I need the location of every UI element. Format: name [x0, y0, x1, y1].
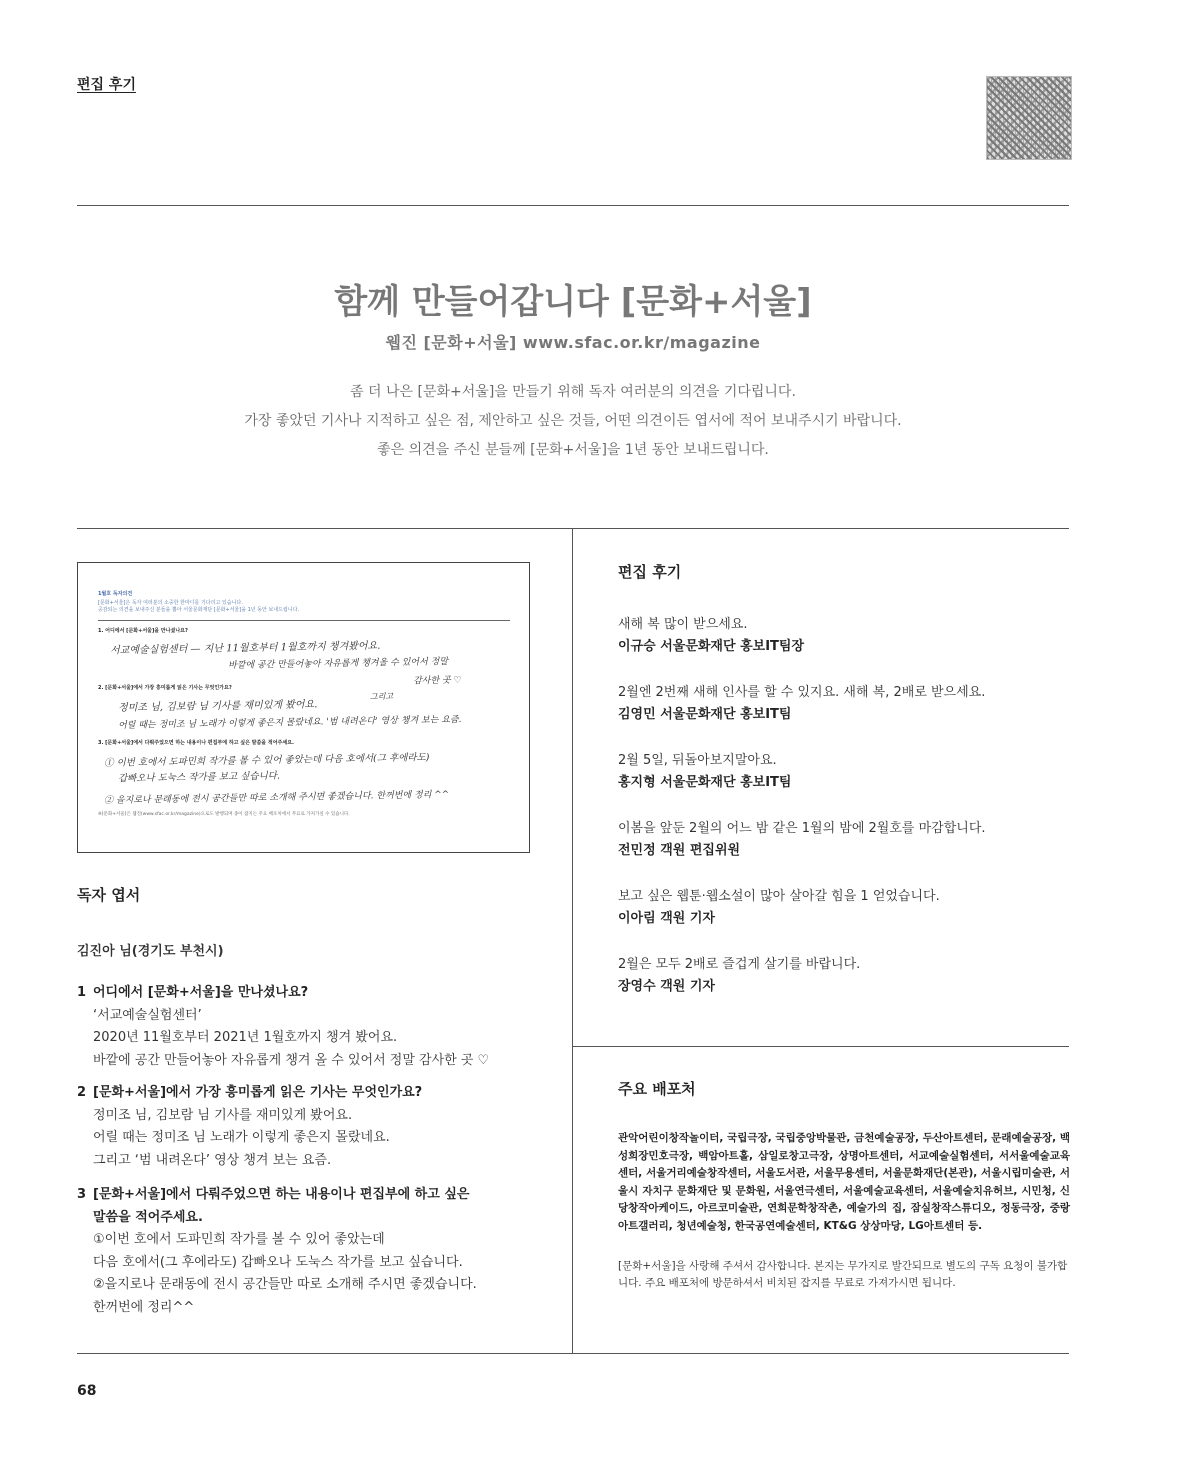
postcard-handwriting: 정미조 님, 김보람 님 기사를 재미있게 봤어요. [117, 699, 318, 714]
editor-message: 새해 복 많이 받으세요. [618, 617, 748, 632]
editor-message: 보고 싶은 웹툰·웹소설이 많아 살아갈 힘을 1 얻었습니다. [618, 889, 940, 904]
postcard-handwriting: ① 이번 호에서 도파민희 작가를 볼 수 있어 좋았는데 다음 호에서(그 후에라도) [103, 752, 430, 769]
answer-line: ①이번 호에서 도파민희 작가를 볼 수 있어 좋았는데 [93, 1232, 385, 1247]
answer-line: ‘서교예술실험센터’ [93, 1007, 202, 1023]
question-block-2 [77, 1082, 557, 1172]
question-number: 3 [77, 1187, 87, 1202]
editor-name: 이아림 객원 기자 [618, 911, 715, 926]
question-heading: [문화+서울]에서 다뤄주었으면 하는 내용이나 편집부에 하고 싶은 [93, 1187, 470, 1202]
answer-line: 그리고 ‘범 내려온다’ 영상 챙겨 보는 요즘. [93, 1152, 332, 1168]
question-heading: 말씀을 적어주세요. [93, 1209, 203, 1225]
question-block-3 [77, 1184, 557, 1319]
column-divider [572, 529, 573, 1353]
webzine-url[interactable]: 웹진 [문화+서울] www.sfac.or.kr/magazine [385, 333, 761, 352]
editor-message: 2월은 모두 2배로 즐겁게 살기를 바랍니다. [618, 957, 861, 972]
editor-entry [618, 614, 1068, 658]
postcard-line: [문화+서울]은 독자 여러분의 소중한 한마디를 기다리고 있습니다. [98, 600, 243, 606]
postcard-header: 1월호 독자의견 [98, 591, 133, 597]
editor-entry [618, 818, 1068, 862]
distribution-note: [문화+서울]을 사랑해 주셔서 감사합니다. 본지는 무가지로 발간되므로 별도의 구독 요청이 불가합니다. 주요 배포처에 방문하셔서 비치된 잡지를 무료로 가져가시면 됩니다. [618, 1260, 1068, 1289]
intro-line: 좋은 의견을 주신 분들께 [문화+서울]을 1년 동안 보내드립니다. [377, 442, 769, 458]
distribution-section-title: 주요 배포처 [618, 1080, 696, 1098]
answer-line: 한꺼번에 정리^^ [93, 1299, 195, 1315]
postcard-handwriting: 어릴 때는 정미조 님 노래가 이렇게 좋은지 몰랐네요. '범 내려온다' 영상 챙겨 보는 요즘. [117, 715, 462, 731]
editor-name: 홍지형 서울문화재단 홍보IT팀 [618, 775, 792, 790]
intro-line: 가장 좋았던 기사나 지적하고 싶은 점, 제안하고 싶은 것들, 어떤 의견이든 엽서에 적어 보내주시기 바랍니다. [244, 413, 902, 429]
editor-name: 장영수 객원 기자 [618, 979, 715, 994]
editor-name: 이규승 서울문화재단 홍보IT팀장 [618, 639, 805, 654]
editor-entry [618, 954, 1068, 998]
answer-line: 다음 호에서(그 후에라도) 갑빠오나 도눅스 작가를 보고 싶습니다. [93, 1254, 463, 1270]
postcard-question: 3. [문화+서울]에서 다뤄주었으면 하는 내용이나 편집부에 하고 싶은 말씀을 적어주세요. [98, 740, 294, 746]
reader-postcard-image [77, 562, 530, 853]
answer-line: 바깥에 공간 만들어놓아 자유롭게 챙겨 올 수 있어서 정말 감사한 곳 ♡ [93, 1052, 490, 1068]
middle-divider [77, 528, 1069, 529]
qr-code-icon[interactable] [986, 76, 1072, 160]
page-title: 함께 만들어갑니다 [문화+서울] [334, 282, 812, 322]
question-number: 2 [77, 1085, 87, 1100]
editor-entry [618, 886, 1068, 930]
editor-name: 김영민 서울문화재단 홍보IT팀 [618, 707, 792, 722]
intro-line: 좀 더 나은 [문화+서울]을 만들기 위해 독자 여러분의 의견을 기다립니다. [350, 384, 796, 400]
question-number: 1 [77, 985, 87, 1000]
question-block-1 [77, 982, 557, 1072]
right-divider [572, 1046, 1069, 1047]
intro-text [0, 378, 1146, 465]
editor-message: 이봄을 앞둔 2월의 어느 밤 같은 1월의 밤에 2월호를 마감합니다. [618, 821, 986, 836]
distribution-list: 관악어린이창작놀이터, 국립극장, 국립중앙박물관, 금천예술공장, 두산아트센터, 문래예술공장, 백성희장민호극장, 백암아트홀, 삼일로창고극장, 상명아트센터, 서교예술실험센터, 서서울예술교육센터, 서울거리예술창작센터, 서울도서관, 서울무용센터, 서울문화재단(본관), 서울시립미술관, 서울시 자치구 문화재단 및 문화원, 서울연극센터, 서울예술교육센터, 서울예술치유허브, 시민청, 신당창작아케이드, 아르코미술관, 연희문학창작촌, 예술가의 집, 잠실창작스튜디오, 정동극장, 중랑아트갤러리, 청년예술청, 한국공연예술센터, KT&G 상상마당, LG아트센터 등. [618, 1132, 1070, 1232]
answer-line: 정미조 님, 김보람 님 기사를 재미있게 봤어요. [93, 1107, 353, 1123]
postcard-question: 2. [문화+서울]에서 가장 흥미롭게 읽은 기사는 무엇인가요? [98, 685, 232, 691]
editor-entry [618, 682, 1068, 726]
answer-line: 어릴 때는 정미조 님 노래가 이렇게 좋은지 몰랐네요. [93, 1130, 390, 1145]
postcard-handwriting: 감사한 곳 ♡ [412, 675, 462, 687]
editor-message: 2월 5일, 뒤돌아보지말아요. [618, 753, 777, 768]
top-divider [77, 205, 1069, 206]
postcard-handwriting: 서교예술실험센터 — 지난 11월호부터 1월호까지 챙겨봤어요. [109, 640, 381, 657]
editor-entry [618, 750, 1068, 794]
postcard-footer: ※[문화+서울]은 웹진(www.sfac.or.kr/magazine)으로도 발행되며 종이 잡지는 주요 배포처에서 무료로 가져가실 수 있습니다. [98, 812, 350, 817]
postcard-rule [98, 620, 510, 621]
question-heading: [문화+서울]에서 가장 흥미롭게 읽은 기사는 무엇인가요? [93, 1085, 423, 1100]
postcard-line: 공감되는 의견을 보내주신 분들을 뽑아 서울문화재단 [문화+서울]을 1년 동안 보내드립니다. [98, 607, 300, 613]
answer-line: 2020년 11월호부터 2021년 1월호까지 챙겨 봤어요. [93, 1030, 398, 1045]
postcard-handwriting: 바깥에 공간 만들어놓아 자유롭게 챙겨올 수 있어서 정말 [227, 657, 449, 671]
bottom-divider [77, 1353, 1069, 1354]
question-heading: 어디에서 [문화+서울]을 만나셨나요? [93, 985, 309, 1000]
postcard-question: 1. 어디에서 [문화+서울]을 만나셨나요? [98, 628, 188, 634]
editor-message: 2월엔 2번째 새해 인사를 할 수 있지요. 새해 복, 2배로 받으세요. [618, 685, 986, 700]
postcard-handwriting: 그리고 [369, 691, 394, 702]
reader-name: 김진아 님(경기도 부천시) [77, 944, 224, 959]
reader-section-title: 독자 엽서 [77, 886, 141, 904]
postcard-handwriting: 갑빠오나 도눅스 작가를 보고 싶습니다. [117, 770, 281, 785]
answer-line: ②을지로나 문래동에 전시 공간들만 따로 소개해 주시면 좋겠습니다. [93, 1277, 477, 1292]
editor-section-title: 편집 후기 [618, 563, 682, 581]
section-label: 편집 후기 [77, 77, 136, 93]
postcard-handwriting: ② 을지로나 문래동에 전시 공간들만 따로 소개해 주시면 좋겠습니다. 한꺼번에 정리 ^^ [103, 789, 450, 807]
page-number: 68 [77, 1383, 97, 1399]
editor-name: 전민정 객원 편집위원 [618, 843, 741, 858]
